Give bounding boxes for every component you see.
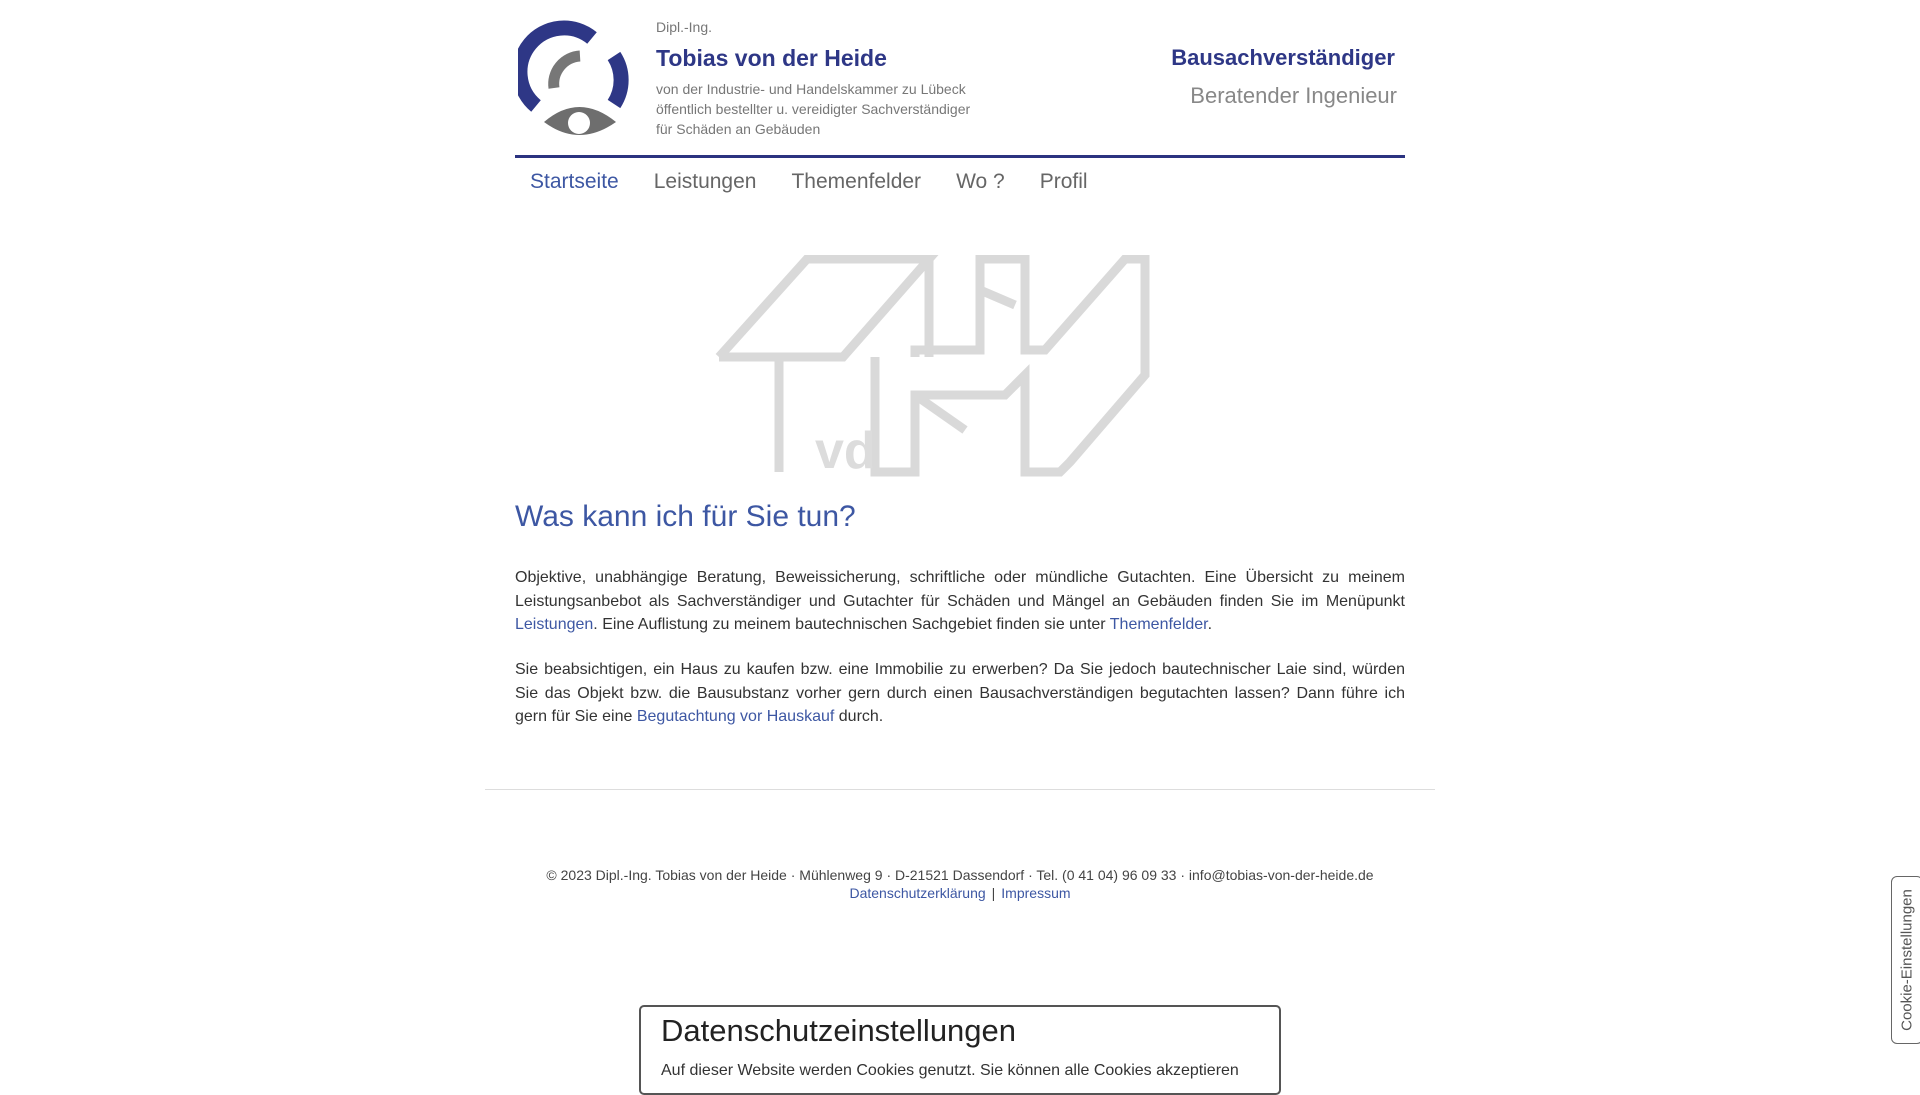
site-footer (0, 866, 1920, 902)
header-title: Bausachverständiger (1171, 45, 1395, 70)
header-description (656, 79, 970, 139)
header-description-line: für Schäden an Gebäuden (656, 121, 821, 137)
site-header (515, 0, 1405, 155)
header-subtitle: Beratender Ingenieur (1190, 83, 1397, 108)
page-container (515, 0, 1405, 725)
imprint-link[interactable]: Impressum (1001, 885, 1071, 901)
nav-item-startseite[interactable]: Startseite (530, 170, 619, 193)
company-logo[interactable] (518, 20, 640, 142)
header-description-line: von der Industrie- und Handelskammer zu Lübeck (656, 81, 966, 97)
cookie-dialog-text: Auf dieser Website werden Cookies genutzt. Sie können alle Cookies akzeptieren (661, 1062, 1239, 1079)
header-prefix: Dipl.-Ing. (656, 19, 713, 35)
header-description-line: öffentlich bestellter u. vereidigter Sachverständiger (656, 101, 971, 117)
intro-paragraph (515, 566, 1405, 637)
footer-links (0, 884, 1920, 902)
tvdh-monogram-image (715, 255, 1155, 477)
page-heading: Was kann ich für Sie tun? (515, 500, 856, 533)
nav-item-leistungen[interactable]: Leistungen (653, 170, 757, 193)
privacy-link[interactable]: Datenschutzerklärung (849, 885, 986, 901)
intro-text: Objektive, unabhängige Beratung, Beweissicherung, schriftliche oder mündliche Gutachten. Eine Übersicht zu meinem Leistungsanbebot als Sachverständiger und Gutachter für Schäden und Mängel an Gebäuden finden Sie im Menüpunkt (515, 569, 1405, 610)
intro-text: . (1207, 616, 1213, 633)
monogram-text: vd (815, 422, 876, 477)
house-purchase-text: durch. (834, 708, 884, 725)
nav-item-wo[interactable]: Wo ? (956, 170, 1005, 193)
footer-separator: | (991, 885, 996, 901)
cookie-dialog-title: Datenschutzeinstellungen (661, 1013, 1017, 1048)
themenfelder-link[interactable]: Themenfelder (1109, 616, 1208, 633)
footer-divider (485, 789, 1435, 790)
footer-contact: © 2023 Dipl.-Ing. Tobias von der Heide · Mühlenweg 9 · D-21521 Dassendorf · Tel. (0 41 04) 96 09 33 · info@tobias-von-der-heide.de (546, 867, 1374, 883)
main-nav (515, 158, 1405, 208)
nav-item-themenfelder[interactable]: Themenfelder (791, 170, 922, 193)
header-name: Tobias von der Heide (656, 45, 887, 71)
cookie-consent-dialog (639, 1005, 1281, 1095)
intro-text: . Eine Auflistung zu meinem bautechnischen Sachgebiet finden sie unter (593, 616, 1110, 633)
house-purchase-paragraph (515, 658, 1405, 729)
leistungen-link[interactable]: Leistungen (515, 616, 594, 633)
house-purchase-text: Sie beabsichtigen, ein Haus zu kaufen bzw. eine Immobilie zu erwerben? Da Sie jedoch bautechnischer Laie sind, würden Sie das Objekt bzw. die Bausubstanz vorher gern durch einen Bausachverständigen begutachten lassen? Dann führe ich gern für Sie eine (515, 661, 1405, 725)
cookie-settings-label: Cookie-Einstellungen (1898, 889, 1916, 1031)
begutachtung-link[interactable]: Begutachtung vor Hauskauf (636, 708, 835, 725)
nav-item-profil[interactable]: Profil (1039, 170, 1088, 193)
cookie-settings-tab[interactable] (1891, 876, 1920, 1044)
